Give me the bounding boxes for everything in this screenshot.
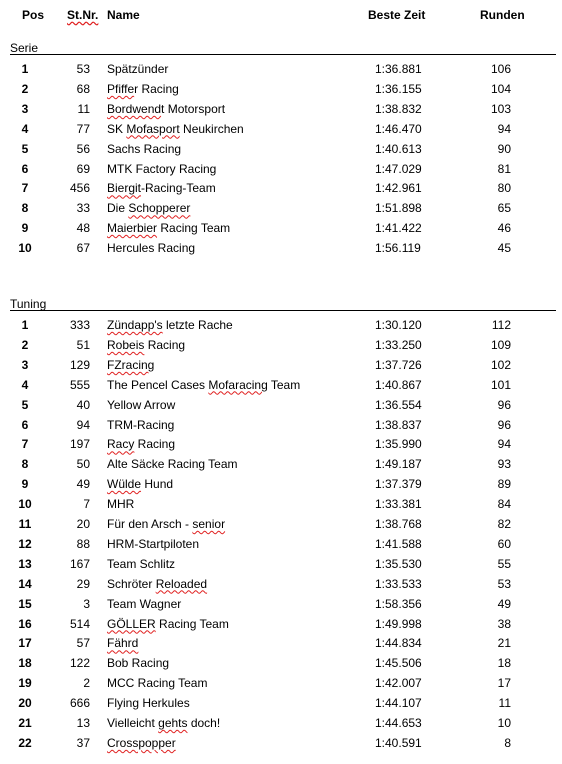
start-number-cell: 456	[69, 181, 90, 196]
section-divider	[10, 310, 556, 311]
start-number-cell: 20	[76, 517, 90, 531]
start-number-cell: 514	[69, 616, 90, 631]
position-cell: 11	[18, 517, 32, 531]
laps-cell: 94	[497, 121, 511, 136]
laps-cell: 8	[504, 735, 511, 750]
table-row	[0, 696, 562, 714]
table-row	[0, 82, 562, 100]
start-number-cell: 197	[69, 437, 90, 452]
best-time-cell: 1:58.356	[375, 596, 422, 611]
laps-cell: 38	[497, 616, 511, 631]
table-row	[0, 358, 562, 376]
start-number-cell: 666	[69, 696, 90, 711]
position-cell: 9	[21, 221, 29, 236]
laps-cell: 94	[497, 437, 511, 452]
position-cell: 17	[18, 636, 32, 651]
table-row	[0, 378, 562, 396]
best-time-cell: 1:44.107	[375, 696, 422, 711]
start-number-cell: 94	[76, 417, 90, 432]
laps-cell: 11	[498, 696, 511, 711]
header-start-number: St.Nr.	[67, 8, 99, 22]
start-number-cell: 7	[83, 497, 90, 512]
table-row	[0, 62, 562, 80]
team-name-cell: Pfiffer Racing	[107, 81, 179, 96]
table-row	[0, 617, 562, 635]
start-number-cell: 49	[76, 477, 90, 492]
best-time-cell: 1:44.834	[375, 636, 422, 651]
table-row	[0, 656, 562, 674]
best-time-cell: 1:41.588	[375, 536, 422, 551]
laps-cell: 101	[490, 377, 511, 392]
best-time-cell: 1:40.867	[375, 377, 422, 392]
team-name-cell: Für den Arsch - senior	[107, 517, 226, 531]
best-time-cell: 1:33.381	[375, 497, 422, 512]
best-time-cell: 1:51.898	[375, 201, 422, 216]
best-time-cell: 1:40.613	[375, 141, 422, 156]
best-time-cell: 1:38.832	[375, 101, 422, 116]
team-name-cell: Bordwendt Motorsport	[107, 101, 226, 116]
start-number-cell: 51	[76, 337, 90, 352]
best-time-cell: 1:49.998	[375, 616, 422, 631]
laps-cell: 53	[497, 576, 511, 591]
start-number-cell: 3	[83, 596, 90, 611]
start-number-cell: 68	[76, 81, 90, 96]
position-cell: 18	[18, 656, 32, 671]
start-number-cell: 555	[69, 377, 90, 392]
laps-cell: 112	[491, 318, 511, 332]
laps-cell: 102	[490, 357, 511, 372]
start-number-cell: 37	[76, 735, 90, 750]
team-name-cell: Schröter Reloaded	[107, 576, 208, 591]
best-time-cell: 1:36.881	[375, 62, 422, 76]
position-cell: 19	[18, 676, 32, 691]
position-cell: 1	[21, 62, 29, 76]
team-name-cell: Racy Racing	[107, 437, 176, 452]
laps-cell: 106	[490, 62, 511, 76]
position-cell: 13	[18, 556, 32, 571]
start-number-cell: 129	[69, 357, 90, 372]
header-pos: Pos	[22, 8, 45, 22]
table-row	[0, 636, 562, 654]
team-name-cell: Flying Herkules	[107, 696, 190, 711]
header-laps: Runden	[480, 8, 525, 22]
table-row	[0, 577, 562, 595]
team-name-cell: Team Wagner	[107, 596, 182, 611]
position-cell: 8	[21, 457, 29, 472]
laps-cell: 10	[497, 716, 511, 730]
team-name-cell: Fährd	[107, 636, 139, 651]
header-best-time: Beste Zeit	[368, 8, 426, 22]
best-time-cell: 1:33.533	[375, 576, 422, 591]
table-row	[0, 437, 562, 455]
position-cell: 10	[18, 497, 32, 512]
table-row	[0, 477, 562, 495]
start-number-cell: 29	[76, 576, 90, 591]
best-time-cell: 1:33.250	[375, 337, 422, 352]
best-time-cell: 1:47.029	[375, 161, 422, 176]
laps-cell: 60	[497, 536, 511, 551]
best-time-cell: 1:36.155	[375, 81, 422, 96]
best-time-cell: 1:44.653	[375, 716, 422, 730]
laps-cell: 49	[497, 596, 511, 611]
laps-cell: 90	[497, 141, 511, 156]
start-number-cell: 69	[76, 161, 90, 176]
position-cell: 5	[21, 141, 29, 156]
position-cell: 21	[18, 716, 32, 730]
laps-cell: 103	[490, 101, 511, 116]
best-time-cell: 1:35.530	[375, 556, 422, 571]
position-cell: 20	[18, 696, 32, 711]
table-row	[0, 241, 562, 259]
start-number-cell: 48	[76, 221, 90, 236]
header-name: Name	[107, 8, 140, 22]
start-number-cell: 67	[76, 241, 90, 256]
start-number-cell: 122	[69, 656, 90, 671]
laps-cell: 45	[497, 241, 511, 256]
team-name-cell: Sachs Racing	[107, 141, 182, 156]
laps-cell: 104	[490, 81, 511, 96]
table-row	[0, 102, 562, 120]
team-name-cell: SK Mofasport Neukirchen	[107, 121, 244, 136]
table-row	[0, 676, 562, 694]
team-name-cell: MHR	[107, 497, 135, 512]
laps-cell: 96	[497, 397, 511, 412]
start-number-cell: 13	[76, 716, 90, 730]
laps-cell: 96	[497, 417, 511, 432]
team-name-cell: Wülde Hund	[107, 477, 174, 492]
team-name-cell: Vielleicht gehts doch!	[107, 716, 221, 730]
start-number-cell: 40	[76, 397, 90, 412]
start-number-cell: 88	[76, 536, 90, 551]
team-name-cell: Team Schlitz	[107, 556, 176, 571]
start-number-cell: 57	[76, 636, 90, 651]
best-time-cell: 1:36.554	[375, 397, 422, 412]
laps-cell: 109	[490, 337, 511, 352]
team-name-cell: GÖLLER Racing Team	[107, 616, 229, 631]
laps-cell: 17	[497, 676, 511, 691]
position-cell: 4	[21, 377, 29, 392]
start-number-cell: 50	[76, 457, 90, 472]
position-cell: 9	[21, 477, 29, 492]
best-time-cell: 1:30.120	[375, 318, 422, 332]
team-name-cell: Zündapp's letzte Rache	[107, 318, 233, 332]
team-name-cell: HRM-Startpiloten	[107, 536, 200, 551]
table-row	[0, 597, 562, 615]
position-cell: 2	[21, 337, 29, 352]
best-time-cell: 1:38.768	[375, 517, 422, 531]
position-cell: 10	[18, 241, 32, 256]
start-number-cell: 2	[83, 676, 90, 691]
section-divider	[10, 54, 556, 55]
position-cell: 3	[21, 357, 29, 372]
team-name-cell: Maierbier Racing Team	[107, 221, 231, 236]
table-row	[0, 318, 562, 336]
position-cell: 6	[21, 417, 29, 432]
table-row	[0, 338, 562, 356]
best-time-cell: 1:41.422	[375, 221, 422, 236]
table-row	[0, 517, 562, 535]
start-number-cell: 33	[76, 201, 90, 216]
best-time-cell: 1:49.187	[375, 457, 422, 472]
laps-cell: 65	[497, 201, 511, 216]
table-row	[0, 221, 562, 239]
table-row	[0, 716, 562, 734]
team-name-cell: Alte Säcke Racing Team	[107, 457, 238, 472]
position-cell: 8	[21, 201, 29, 216]
position-cell: 22	[18, 735, 32, 750]
laps-cell: 80	[497, 181, 511, 196]
best-time-cell: 1:45.506	[375, 656, 422, 671]
position-cell: 7	[21, 181, 29, 196]
laps-cell: 81	[497, 161, 511, 176]
best-time-cell: 1:56.119	[375, 241, 421, 256]
position-cell: 3	[21, 101, 29, 116]
table-row	[0, 457, 562, 475]
team-name-cell: FZracing	[107, 357, 155, 372]
laps-cell: 84	[497, 497, 511, 512]
best-time-cell: 1:46.470	[375, 121, 422, 136]
position-cell: 6	[21, 161, 29, 176]
position-cell: 16	[18, 616, 32, 631]
table-row	[0, 736, 562, 754]
laps-cell: 89	[497, 477, 511, 492]
position-cell: 4	[21, 121, 29, 136]
best-time-cell: 1:42.961	[375, 181, 422, 196]
position-cell: 12	[18, 536, 32, 551]
table-row	[0, 418, 562, 436]
start-number-cell: 167	[69, 556, 90, 571]
best-time-cell: 1:35.990	[375, 437, 422, 452]
team-name-cell: Die Schopperer	[107, 201, 191, 216]
start-number-cell: 77	[76, 121, 90, 136]
table-row	[0, 181, 562, 199]
table-row	[0, 557, 562, 575]
team-name-cell: MCC Racing Team	[107, 676, 208, 691]
section-title-serie: Serie	[10, 41, 39, 55]
laps-cell: 46	[497, 221, 511, 236]
table-row	[0, 537, 562, 555]
table-row	[0, 122, 562, 140]
table-row	[0, 162, 562, 180]
laps-cell: 55	[497, 556, 511, 571]
team-name-cell: Hercules Racing	[107, 241, 196, 256]
table-row	[0, 142, 562, 160]
laps-cell: 21	[497, 636, 511, 651]
team-name-cell: Crosspopper	[107, 735, 176, 750]
position-cell: 14	[18, 576, 32, 591]
best-time-cell: 1:42.007	[375, 676, 422, 691]
section-title-tuning: Tuning	[10, 297, 47, 311]
start-number-cell: 11	[77, 101, 90, 116]
laps-cell: 82	[497, 517, 511, 531]
team-name-cell: Robeis Racing	[107, 337, 186, 352]
column-header-row	[0, 8, 562, 24]
table-row	[0, 497, 562, 515]
team-name-cell: MTK Factory Racing	[107, 161, 217, 176]
table-row	[0, 398, 562, 416]
start-number-cell: 56	[76, 141, 90, 156]
position-cell: 7	[21, 437, 29, 452]
best-time-cell: 1:38.837	[375, 417, 422, 432]
team-name-cell: Yellow Arrow	[107, 397, 176, 412]
laps-cell: 93	[497, 457, 511, 472]
position-cell: 5	[21, 397, 29, 412]
team-name-cell: Biergit-Racing-Team	[107, 181, 216, 196]
best-time-cell: 1:37.726	[375, 357, 422, 372]
team-name-cell: TRM-Racing	[107, 417, 175, 432]
best-time-cell: 1:40.591	[375, 735, 422, 750]
team-name-cell: Bob Racing	[107, 656, 170, 671]
position-cell: 2	[21, 81, 29, 96]
start-number-cell: 333	[69, 318, 90, 332]
position-cell: 1	[21, 318, 29, 332]
team-name-cell: The Pencel Cases Mofaracing Team	[107, 377, 301, 392]
position-cell: 15	[18, 596, 32, 611]
laps-cell: 18	[497, 656, 511, 671]
table-row	[0, 201, 562, 219]
best-time-cell: 1:37.379	[375, 477, 422, 492]
team-name-cell: Spätzünder	[107, 62, 169, 76]
start-number-cell: 53	[76, 62, 90, 76]
